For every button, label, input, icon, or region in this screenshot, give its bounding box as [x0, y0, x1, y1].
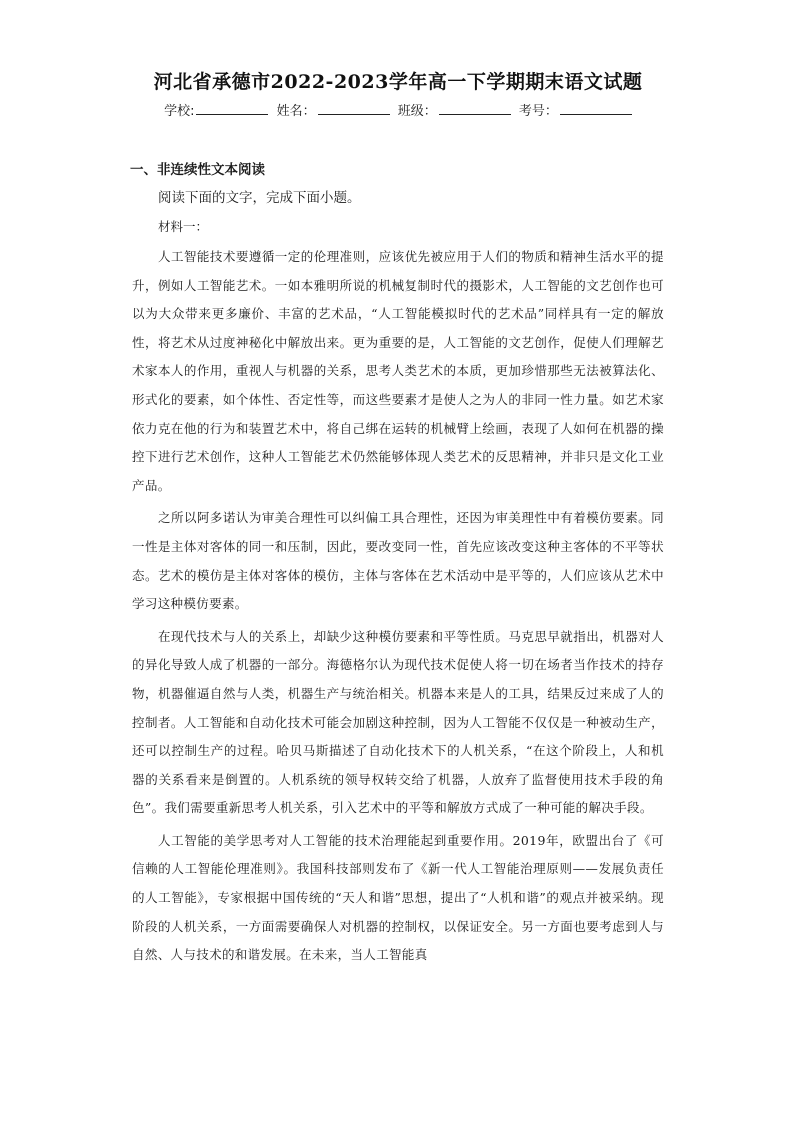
paragraph-2: 之所以阿多诺认为审美合理性可以纠偏工具合理性，还因为审美理性中有着模仿要素。同一性是主体对客体的同一和压制，因此，要改变同一性，首先应该改变这种主客体的不平等状态。艺术的模仿是主体对客体的模仿，主体与客体在艺术活动中是平等的，人们应该从艺术中学习这种模仿要素。 [132, 510, 664, 612]
reading-instruction: 阅读下面的文字，完成下面小题。 [158, 190, 361, 206]
class-blank[interactable] [439, 100, 511, 115]
name-label: 姓名： [276, 104, 316, 119]
class-field[interactable] [398, 100, 511, 123]
paragraph-3: 在现代技术与人的关系上，却缺少这种模仿要素和平等性质。马克思早就指出，机器对人的异化导致人成了机器的一部分。海德格尔认为现代技术促使人将一切在场者当作技术的持存物，机器催逼自然与人类，机器生产与统治相关。机器本来是人的工具，结果反过来成了人的控制者。人工智能和自动化技术可能会加剧这种控制，因为人工智能不仅仅是一种被动生产，还可以控制生产的过程。哈贝马斯描述了自动化技术下的人机关系，“在这个阶段上，人和机器的关系看来是倒置的。人机系统的领导权转交给了机器，人放弃了监督使用技术手段的角色”。我们需要重新思考人机关系，引入艺术中的平等和解放方式成了一种可能的解决手段。 [132, 628, 664, 816]
paragraph-4: 人工智能的美学思考对人工智能的技术治理能起到重要作用。2019年，欧盟出台了《可信赖的人工智能伦理准则》。我国科技部则发布了《新一代人工智能治理原则——发展负责任的人工智能》，专家根据中国传统的“天人和谐”思想，提出了“人机和谐”的观点并被采纳。现阶段的人机关系，一方面需要确保人对机器的控制权，以保证安全。另一方面也要考虑到人与自然、人与技术的和谐发展。在未来，当人工智能真 [132, 832, 664, 963]
name-blank[interactable] [318, 100, 390, 115]
material-one-label: 材料一： [158, 219, 209, 234]
section-heading: 一、非连续性文本阅读 [130, 162, 265, 178]
exam-number-blank[interactable] [560, 100, 632, 115]
school-field[interactable] [164, 100, 268, 123]
name-field[interactable] [277, 100, 390, 123]
school-blank[interactable] [196, 100, 268, 115]
student-info-line [132, 100, 664, 123]
class-label: 班级： [397, 104, 437, 119]
exam-number-field[interactable] [519, 100, 632, 123]
exam-title: 河北省承德市2022-2023学年高一下学期期末语文试题 [153, 71, 643, 93]
exam-number-label: 考号： [518, 104, 558, 119]
paragraph-1: 人工智能技术要遵循一定的伦理准则，应该优先被应用于人们的物质和精神生活水平的提升，例如人工智能艺术。一如本雅明所说的机械复制时代的摄影术，人工智能的文艺创作也可以为大众带来更多廉价、丰富的艺术品，“人工智能模拟时代的艺术品”同样具有一定的解放性，将艺术从过度神秘化中解放出来。更为重要的是，人工智能的文艺创作，促使人们理解艺术家本人的作用，重视人与机器的关系，思考人类艺术的本质，更加珍惜那些无法被算法化、形式化的要素，如个体性、否定性等，而这些要素才是使人之为人的非同一性力量。如艺术家依力克在他的行为和装置艺术中，将自己绑在运转的机械臂上绘画，表现了人如何在机器的操控下进行艺术创作，这种人工智能艺术仍然能够体现人类艺术的反思精神，并非只是文化工业产品。 [132, 249, 664, 493]
school-label: 学校: [164, 104, 195, 119]
